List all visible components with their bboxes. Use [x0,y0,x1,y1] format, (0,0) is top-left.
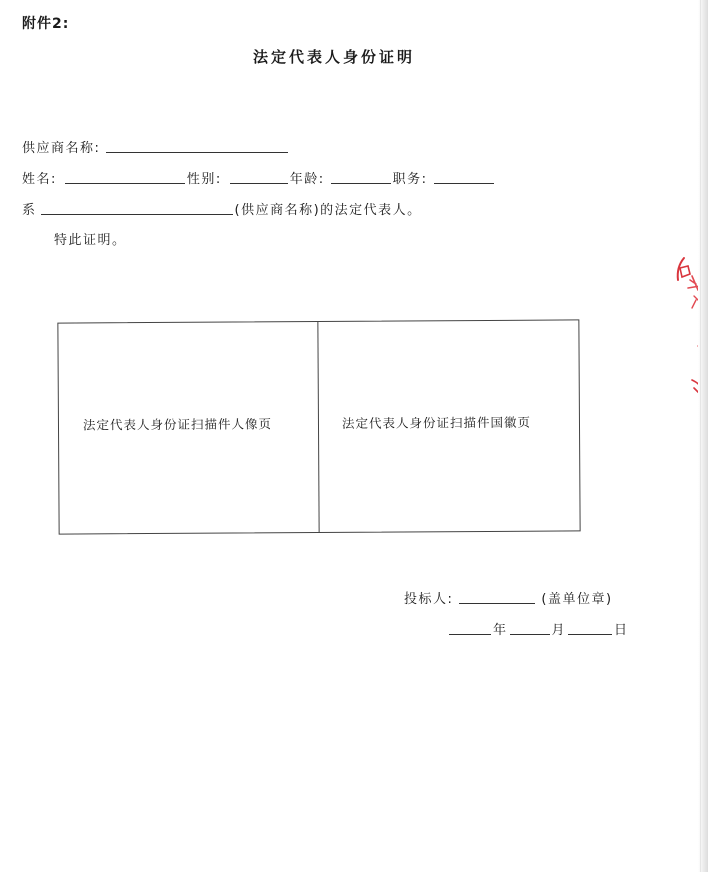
age-field[interactable] [331,169,391,184]
id-box-divider [317,322,319,532]
name-field[interactable] [65,169,185,184]
day-field[interactable] [568,620,612,635]
seal-note: (盖单位章) [541,592,613,607]
date-row [449,618,629,638]
year-field[interactable] [449,620,491,635]
position-field[interactable] [434,169,494,184]
personal-info-row [22,167,496,187]
representative-statement-row [22,198,422,218]
bidder-field[interactable] [459,589,535,604]
name-label: 姓名: [22,172,57,187]
certify-text: 特此证明。 [54,233,127,248]
supplier-name-row [22,136,290,156]
month-field[interactable] [510,620,550,635]
gender-label: 性别: [186,172,222,187]
attachment-label: 附件2: [22,16,70,32]
supplier-name-label: 供应商名称: [22,141,101,156]
certify-row [54,228,127,248]
month-label: 月 [551,623,567,638]
supplier-name-field[interactable] [106,138,288,153]
age-label: 年龄: [289,172,325,187]
document-title: 法定代表人身份证明 [252,48,415,66]
xi-prefix: 系 [22,203,37,218]
gender-field[interactable] [230,169,288,184]
year-label: 年 [493,623,508,638]
bidder-label: 投标人: [404,592,454,607]
page-edge-line [700,0,701,872]
id-back-scan-label: 法定代表人身份证扫描件国徽页 [341,414,532,431]
position-label: 职务: [392,172,428,187]
xi-supplier-field[interactable] [41,200,233,215]
id-front-scan-label: 法定代表人身份证扫描件人像页 [82,416,273,433]
bidder-row [404,587,613,607]
day-label: 日 [614,623,629,638]
id-card-scan-box [57,319,580,534]
xi-suffix: (供应商名称)的法定代表人。 [234,203,422,218]
